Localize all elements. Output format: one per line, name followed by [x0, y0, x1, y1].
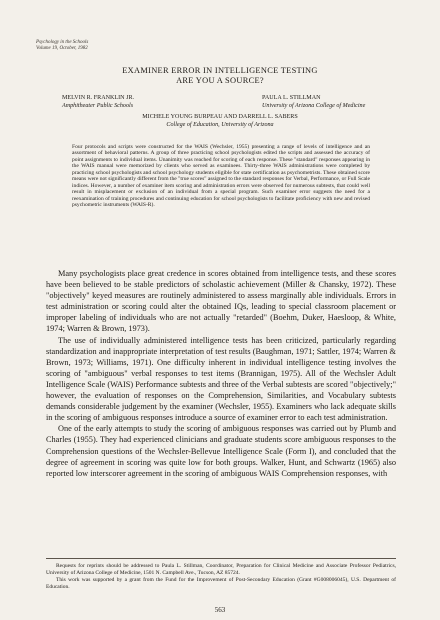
- footnotes: [46, 563, 396, 592]
- footnote-reprints: Requests for reprints should be addressed to Paula L. Stillman, Coordinator, Preparation for Clinical Medicine and Associate Professor Pediatrics, University of Arizona College of Medicine, 1501 N. Campbell Ave., Tucson, AZ 85724.: [46, 563, 396, 576]
- footnote-funding: This work was supported by a grant from the Fund for the Improvement of Post-Secondary Education (Grant #G008006045), U.S. Department of Education.: [46, 577, 396, 591]
- article-body: [46, 268, 396, 479]
- author-2-affiliation: University of Arizona College of Medicine: [262, 103, 366, 109]
- author-3-affiliation: College of Education, University of Arizona: [166, 122, 274, 128]
- author-3-names: MICHELE YOUNG BURPEAU AND DARRELL L. SABERS: [142, 114, 298, 120]
- author-1-affiliation: Amphitheater Public Schools: [62, 103, 134, 109]
- author-block: [0, 94, 440, 129]
- body-paragraph-3: One of the early attempts to study the scoring of ambiguous responses was carried out by Plumb and Charles (1955). They had experienced clinicians and graduate students score ambiguous responses to the Comprehension questions of the Wechsler-Bellevue Intelligence Scale (Form I), and concluded that the degree of agreement in scoring was quite low for both groups. Walker, Hunt, and Schwartz (1965) also reported low interscorer agreement in the scoring of ambiguous WAIS Comprehension responses, with: [46, 424, 396, 478]
- body-paragraph-1: Many psychologists place great credence in scores obtained from intelligence tests, and these scores have been believed to be stable predictors of scholastic achievement (Miller & Chansky, 1972). These "objectively" keyed measures are routinely administered to assess marginally able individuals. Errors in test administration or scoring could alter the obtained IQs, leading to special classroom placement or improper labeling of individuals who are not actually "retarded" (Boehm, Duker, Haesloop, & White, 1974; Warren & Brown, 1973).: [46, 269, 396, 334]
- journal-volume: Volume 19, October, 1982: [36, 46, 88, 51]
- abstract: Four protocols and scripts were constructed for the WAIS (Wechsler, 1955) presenting a range of levels of intelligence and an assortment of behavioral patterns. A group of three practicing school psychologists edited the scripts and assessed the accuracy of point assignments to individual items. Unanimity was reached for scoring of each response. These "standard" responses appearing in the WAIS manual were memorized by clients who served as examinees. Thirty-three WAIS administrations were completed by practicing school psychologists and school psychology students eligible for state certification as psychometrists. These obtained score means were not significantly different from the "true scores" assigned to the standard responses for Verbal, Performance, or Full Scale indices. However, a number of examiner item scoring and administration errors were observed for numerous subtests, that could well result in misplacement or exclusion of an individual from a special program. Such examiner error suggests the need for a reexamination of training procedures and continuing education for school psychologists to facilitate proficiency with new and revised psychometric instruments (WAIS-R).: [72, 144, 370, 209]
- author-1-name: MELVIN R. FRANKLIN JR.: [62, 95, 135, 101]
- article-title: [0, 66, 440, 86]
- body-paragraph-2: The use of individually administered intelligence tests has been criticized, particularly regarding standardization and inappropriate interpretation of test results (Baughman, 1971; Sattler, 1974; Warren & Brown, 1973; Williams, 1971). One difficulty inherent in individual intelligence testing involves the scoring of "ambiguous" verbal responses to test items (Brannigan, 1975). All of the Wechsler Adult Intelligence Scale (WAIS) Performance subtests and three of the Verbal subtests are scored "objectively;" however, the evaluation of responses on the Comprehension, Similarities, and Vocabulary subtests demands considerable judgement by the examiner (Wechsler, 1955). Examiners who lack adequate skills in the scoring of ambiguous responses introduce a source of examiner error to each test administration.: [46, 335, 396, 423]
- journal-header: [36, 40, 88, 52]
- footnote-divider: [46, 558, 396, 559]
- journal-name: Psychology in the Schools: [36, 40, 89, 45]
- author-2-name: PAULA L. STILLMAN: [262, 95, 321, 101]
- page-number: 563: [214, 606, 226, 614]
- title-line-1: EXAMINER ERROR IN INTELLIGENCE TESTING: [122, 66, 318, 75]
- title-line-2: ARE YOU A SOURCE?: [176, 76, 264, 85]
